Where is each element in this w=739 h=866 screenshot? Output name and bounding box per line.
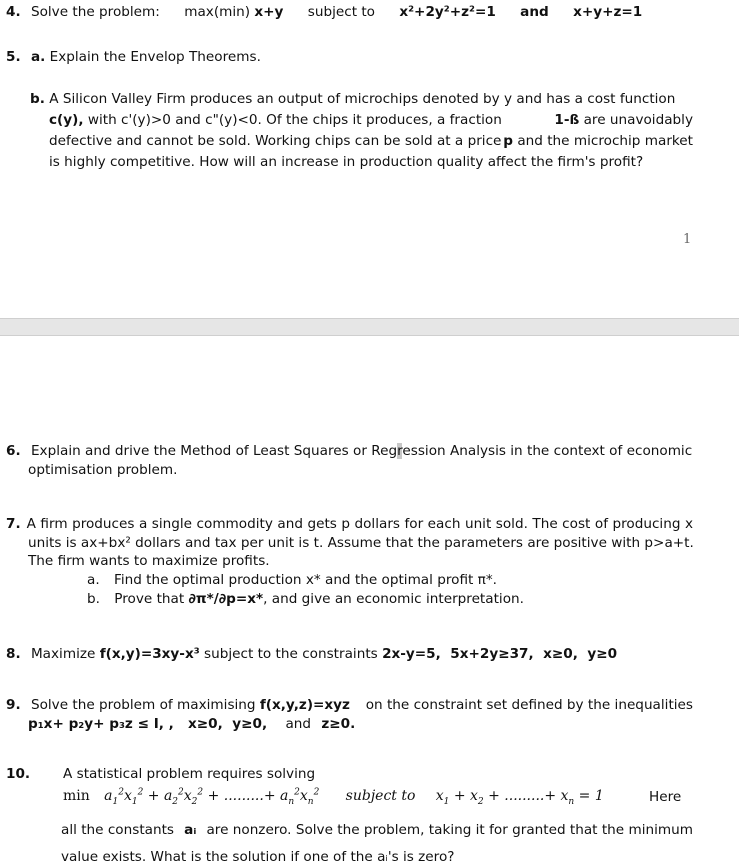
q8-mid: subject to the constraints [204, 646, 378, 662]
q6-text1c: ession Analysis in the context of economic [402, 443, 693, 459]
q5-b-line4 [49, 154, 643, 170]
q10-line4 [61, 849, 455, 865]
q5-b-label: b. [30, 91, 45, 107]
q4-subject: subject to [307, 4, 375, 20]
q5-b-text6: is highly competitive. How will an increase in production quality affect the firm's profit? [49, 154, 644, 170]
q6-number: 6. [6, 443, 21, 459]
q5-b-frac: 1-ß [554, 112, 580, 128]
q10-line3 [61, 822, 693, 838]
q4-number: 4. [6, 4, 21, 20]
q5-a-label: a. [30, 49, 46, 65]
q8-lead: Maximize [30, 646, 96, 662]
q5-b-cy: c(y), [49, 112, 84, 128]
q10-here: Here [649, 789, 682, 805]
q5-b-line2 [49, 112, 693, 128]
q10-line3a: all the constants [61, 822, 175, 838]
q9-line1 [6, 697, 693, 713]
q10-objective: $a_1^2x_1^2 + a_2^2x_2^2$ + .........+ $a_n^2x_n^2$ [104, 787, 320, 807]
q5-a-text: Explain the Envelop Theorems. [49, 49, 261, 65]
q7-a-label: a. [87, 572, 100, 588]
q10-line4-text: value exists. What is the solution if one of the aᵢ's is zero? [61, 849, 455, 865]
q4-objective: max(min) [184, 4, 251, 20]
q6-text1a: Explain and drive the Method of Least Squares or Reg [30, 443, 398, 459]
q6-line2 [28, 462, 177, 478]
q7-line2-text: units is ax+bx² dollars and tax per unit is t. Assume that the parameters are positive with p>a+t. [28, 535, 694, 551]
q9-line1b: on the constraint set defined by the inequalities [365, 697, 693, 713]
q5-b-text1: A Silicon Valley Firm produces an output of microchips denoted by y and has a cost function [49, 91, 676, 107]
q9-line1a: Solve the problem of maximising [30, 697, 256, 713]
q5-b-p: p [503, 133, 513, 149]
q7-b-text1: Prove that [114, 591, 185, 607]
q6-text2: optimisation problem. [28, 462, 178, 478]
q7-line1-text: A firm produces a single commodity and gets p dollars for each unit sold. The cost of producing x [26, 516, 693, 532]
q7-a [87, 572, 497, 588]
q4-lead: Solve the problem: [30, 4, 160, 20]
q9-line2 [28, 716, 355, 732]
q8-constraints: 2x-y=5, 5x+2y≥37, x≥0, y≥0 [382, 646, 618, 662]
q5-number: 5. [6, 49, 21, 65]
q4-expr: x+y [254, 4, 284, 20]
q5-b-text2: with c'(y)>0 and c"(y)<0. Of the chips it produces, a fraction [87, 112, 502, 128]
q8-line [6, 646, 617, 662]
q10-number: 10. [6, 766, 31, 782]
q10-ai: aᵢ [184, 822, 197, 838]
q9-number: 9. [6, 697, 21, 713]
text-cursor-selection[interactable]: r [397, 443, 403, 459]
q7-a-text: Find the optimal production x* and the optimal profit π*. [113, 572, 497, 588]
q10-min: min [63, 788, 90, 804]
q10-equation [63, 787, 604, 807]
q10-constraint: $x_1 + x_2$ + .........+ $x_n = 1$ [435, 788, 604, 807]
q7-number: 7. [6, 516, 21, 532]
q6-line1 [6, 443, 692, 459]
q9-last: z≥0. [321, 716, 356, 732]
q8-func: f(x,y)=3xy-x³ [99, 646, 200, 662]
q7-line3-text: The firm wants to maximize profits. [28, 553, 270, 569]
page-number: 1 [683, 232, 692, 247]
q9-and: and [285, 716, 312, 732]
q7-b [87, 591, 524, 607]
q4-and: and [520, 4, 549, 20]
q9-func: f(x,y,z)=xyz [259, 697, 350, 713]
q4-constraint2: x+y+z=1 [573, 4, 643, 20]
q5-a-line [6, 49, 261, 65]
q5-b-text4: defective and cannot be sold. Working chips can be sold at a price [49, 133, 502, 149]
q9-ineq: p₁x+ p₂y+ p₃z ≤ I, , x≥0, y≥0, [28, 716, 268, 732]
page-break [0, 318, 739, 336]
q7-line1 [6, 516, 693, 532]
q7-b-text2: , and give an economic interpretation. [263, 591, 524, 607]
q4-line [6, 4, 642, 20]
q8-number: 8. [6, 646, 21, 662]
q5-b-line3 [49, 133, 693, 149]
q7-b-label: b. [87, 591, 100, 607]
q10-line1-text: A statistical problem requires solving [63, 766, 316, 782]
q4-constraint1: x²+2y²+z²=1 [399, 4, 496, 20]
q10-subject: subject to [345, 788, 416, 804]
q5-b-text3: are unavoidably [583, 112, 693, 128]
q5-b-line1 [30, 91, 675, 107]
q10-line1 [63, 766, 315, 782]
q7-line3 [28, 553, 270, 569]
q10-line3b: are nonzero. Solve the problem, taking it for granted that the minimum [206, 822, 693, 838]
q5-b-text5: and the microchip market [517, 133, 693, 149]
q7-line2 [28, 535, 693, 551]
q7-b-expr: ∂π*/∂p=x* [188, 591, 264, 607]
